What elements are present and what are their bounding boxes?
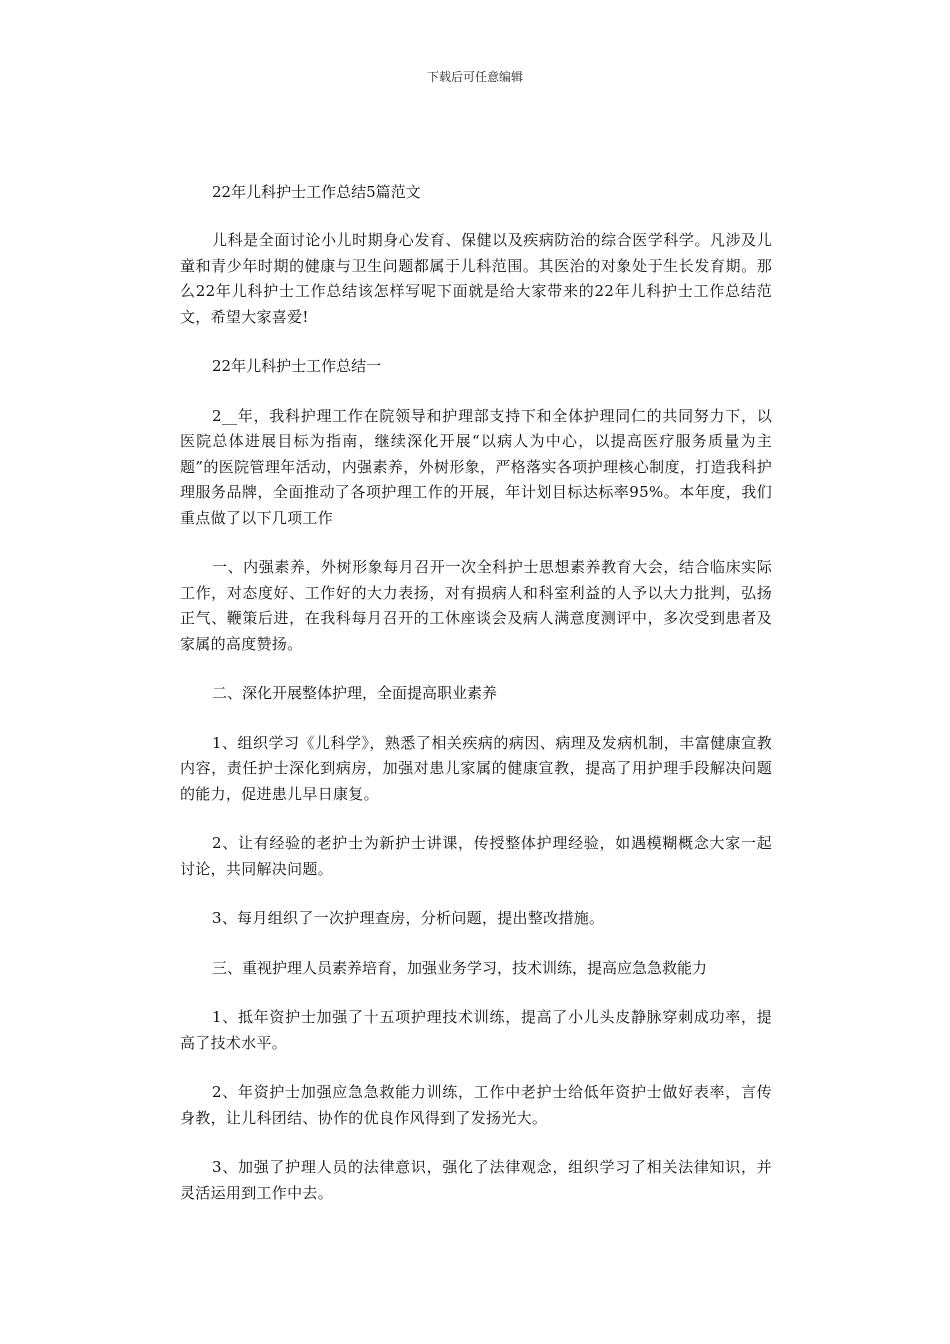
body-paragraph: 2、让有经验的老护士为新护士讲课，传授整体护理经验，如遇模糊概念大家一起讨论，共同解决问题。 (180, 834, 772, 878)
spacer (180, 1056, 772, 1080)
spacer (180, 204, 772, 228)
section-heading: 22年儿科护士工作总结一 (212, 357, 382, 375)
body-paragraph: 1、抵年资护士加强了十五项护理技术训练，提高了小儿头皮静脉穿刺成功率，提高了技术水平。 (180, 1008, 772, 1052)
intro-paragraph: 儿科是全面讨论小儿时期身心发育、保健以及疾病防治的综合医学科学。凡涉及儿童和青少年时期的健康与卫生问题都属于儿科范围。其医治的对象处于生长发育期。那么22年儿科护士工作总结该怎样写呢下面就是给大家带来的22年儿科护士工作总结范文，希望大家喜爱! (180, 231, 772, 326)
spacer (180, 657, 772, 681)
spacer (180, 380, 772, 404)
body-paragraph: 1、组织学习《儿科学》，熟悉了相关疾病的病因、病理及发病机制，丰富健康宣教内容，责任护士深化到病房，加强对患儿家属的健康宣教，提高了用护理手段解决问题的能力，促进患儿早日康复。 (180, 733, 772, 803)
body-paragraph: 2、年资护士加强应急急救能力训练，工作中老护士给低年资护士做好表率，言传身教，让儿科团结、协作的优良作风得到了发扬光大。 (180, 1083, 772, 1127)
spacer (180, 531, 772, 555)
spacer (180, 1131, 772, 1155)
body-paragraph: 3、每月组织了一次护理查房，分析问题，提出整改措施。 (212, 909, 605, 927)
document-body (180, 180, 772, 1206)
body-paragraph: 一、内强素养，外树形象每月召开一次全科护士思想素养教育大会，结合临床实际工作，对态度好、工作好的大力表扬，对有损病人和科室利益的人予以大力批判，弘扬正气、鞭策后进，在我科每月召开的工休座谈会及病人满意度测评中，多次受到患者及家属的高度赞扬。 (180, 558, 772, 653)
spacer (180, 882, 772, 906)
section-heading: 二、深化开展整体护理，全面提高职业素养 (212, 684, 498, 702)
section-heading: 三、重视护理人员素养培育，加强业务学习，技术训练，提高应急急救能力 (212, 958, 708, 977)
spacer (180, 981, 772, 1005)
header-note: 下载后可任意编辑 (426, 70, 523, 84)
document-title: 22年儿科护士工作总结5篇范文 (212, 183, 421, 201)
body-paragraph: 2__年，我科护理工作在院领导和护理部支持下和全体护理同仁的共同努力下，以医院总体进展目标为指南，继续深化开展“以病人为中心，以提高医疗服务质量为主题”的医院管理年活动，内强素养，外树形象，严格落实各项护理核心制度，打造我科护理服务品牌，全面推动了各项护理工作的开展，年计划目标达标率95%。本年度，我们重点做了以下几项工作 (180, 406, 772, 527)
spacer (180, 807, 772, 831)
spacer (180, 932, 772, 956)
spacer (180, 330, 772, 354)
body-paragraph: 3、加强了护理人员的法律意识，强化了法律观念，组织学习了相关法律知识，并灵活运用到工作中去。 (180, 1158, 772, 1202)
spacer (180, 707, 772, 731)
